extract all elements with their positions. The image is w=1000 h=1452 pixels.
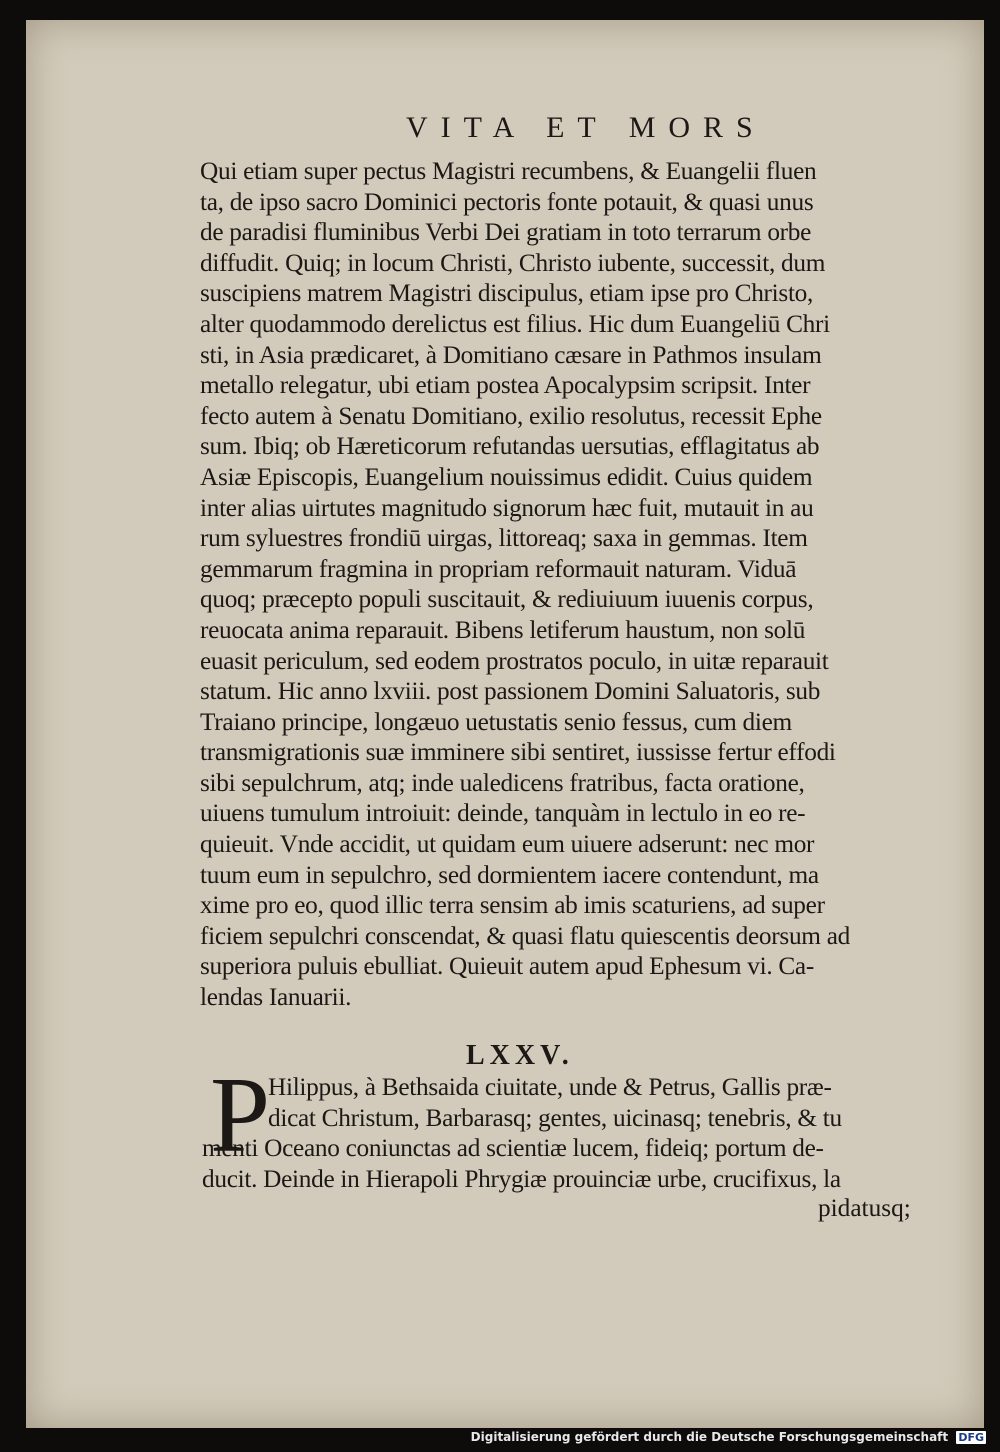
text-line: tuum eum in sepulchro, sed dormientem iacere contendunt, ma — [200, 860, 819, 889]
text-line: quieuit. Vnde accidit, ut quidam eum uiuere adserunt: nec mor — [200, 830, 815, 859]
text-line: uiuens tumulum introiuit: deinde, tanquàm in lectulo in eo re- — [200, 799, 806, 828]
body-text — [200, 156, 925, 1013]
footer-text: Digitalisierung gefördert durch die Deutsche Forschungsgemeinschaft — [470, 1430, 949, 1444]
text-line: menti Oceano coniunctas ad scientiæ lucem, fideiq; portum de- — [202, 1134, 824, 1163]
text-line: superiora puluis ebulliat. Quieuit autem apud Ephesum vi. Ca- — [200, 952, 814, 981]
digitization-footer — [471, 1430, 986, 1444]
text-line: transmigrationis suæ imminere sibi sentiret, iussisse fertur effodi — [200, 738, 836, 767]
text-line: sti, in Asia prædicaret, à Domitiano cæsare in Pathmos insulam — [200, 340, 822, 369]
chapter-text — [202, 1072, 927, 1194]
text-line: ducit. Deinde in Hierapoli Phrygiæ prouinciæ urbe, crucifixus, la — [202, 1164, 841, 1193]
text-line: fecto autem à Senatu Domitiano, exilio resolutus, recessit Ephe — [200, 401, 822, 430]
text-line: euasit periculum, sed eodem prostratos poculo, in uitæ reparauit — [200, 646, 829, 675]
text-line: inter alias uirtutes magnitudo signorum hæc fuit, mutauit in au — [200, 493, 814, 522]
text-line: Asiæ Episcopis, Euangelium nouissimus edidit. Cuius quidem — [200, 462, 813, 491]
text-line: rum syluestres frondiū uirgas, littoreaq; saxa in gemmas. Item — [200, 524, 808, 553]
text-line: de paradisi fluminibus Verbi Dei gratiam in toto terrarum orbe — [200, 218, 812, 247]
running-head: VITA ET MORS — [406, 111, 766, 144]
text-line: lendas Ianuarii. — [200, 983, 352, 1012]
text-line: sum. Ibiq; ob Hæreticorum refutandas uersutias, efflagitatus ab — [200, 432, 820, 461]
text-line: metallo relegatur, ubi etiam postea Apocalypsim scripsit. Inter — [200, 371, 811, 400]
text-line: Qui etiam super pectus Magistri recumbens, & Euangelii fluen — [200, 157, 817, 185]
catchword: pidatusq; — [818, 1194, 911, 1222]
text-line: statum. Hic anno lxviii. post passionem Domini Saluatoris, sub — [200, 677, 821, 706]
text-line: sibi sepulchrum, atq; inde ualedicens fratribus, facta oratione, — [200, 768, 805, 797]
text-line: xime pro eo, quod illic terra sensim ab imis scaturiens, ad super — [200, 891, 825, 920]
text-line: Traiano principe, longæuo uetustatis senio fessus, cum diem — [200, 707, 792, 736]
text-line: suscipiens matrem Magistri discipulus, etiam ipse pro Christo, — [200, 279, 814, 308]
dfg-logo: DFG — [958, 1431, 984, 1444]
text-line: diffudit. Quiq; in locum Christi, Christo iubente, successit, dum — [200, 248, 826, 277]
text-line: ficiem sepulchri conscendat, & quasi flatu quiescentis deorsum ad — [200, 921, 850, 950]
drop-cap: P — [210, 1056, 271, 1175]
text-line: dicat Christum, Barbarasq; gentes, uicinasq; tenebris, & tu — [268, 1103, 842, 1132]
text-line: ta, de ipso sacro Dominici pectoris fonte potauit, & quasi unus — [200, 187, 814, 216]
text-line: quoq; præcepto populi suscitauit, & rediuiuum iuuenis corpus, — [200, 585, 814, 614]
text-line: alter quodammodo derelictus est filius. Hic dum Euangeliū Chri — [200, 309, 830, 338]
text-line: Hilippus, à Bethsaida ciuitate, unde & Petrus, Gallis præ- — [268, 1073, 832, 1101]
chapter-number: LXXV. — [466, 1040, 574, 1071]
text-line: reuocata anima reparauit. Bibens letiferum haustum, non solū — [200, 615, 806, 644]
text-line: gemmarum fragmina in propriam reformauit naturam. Viduā — [200, 554, 797, 583]
